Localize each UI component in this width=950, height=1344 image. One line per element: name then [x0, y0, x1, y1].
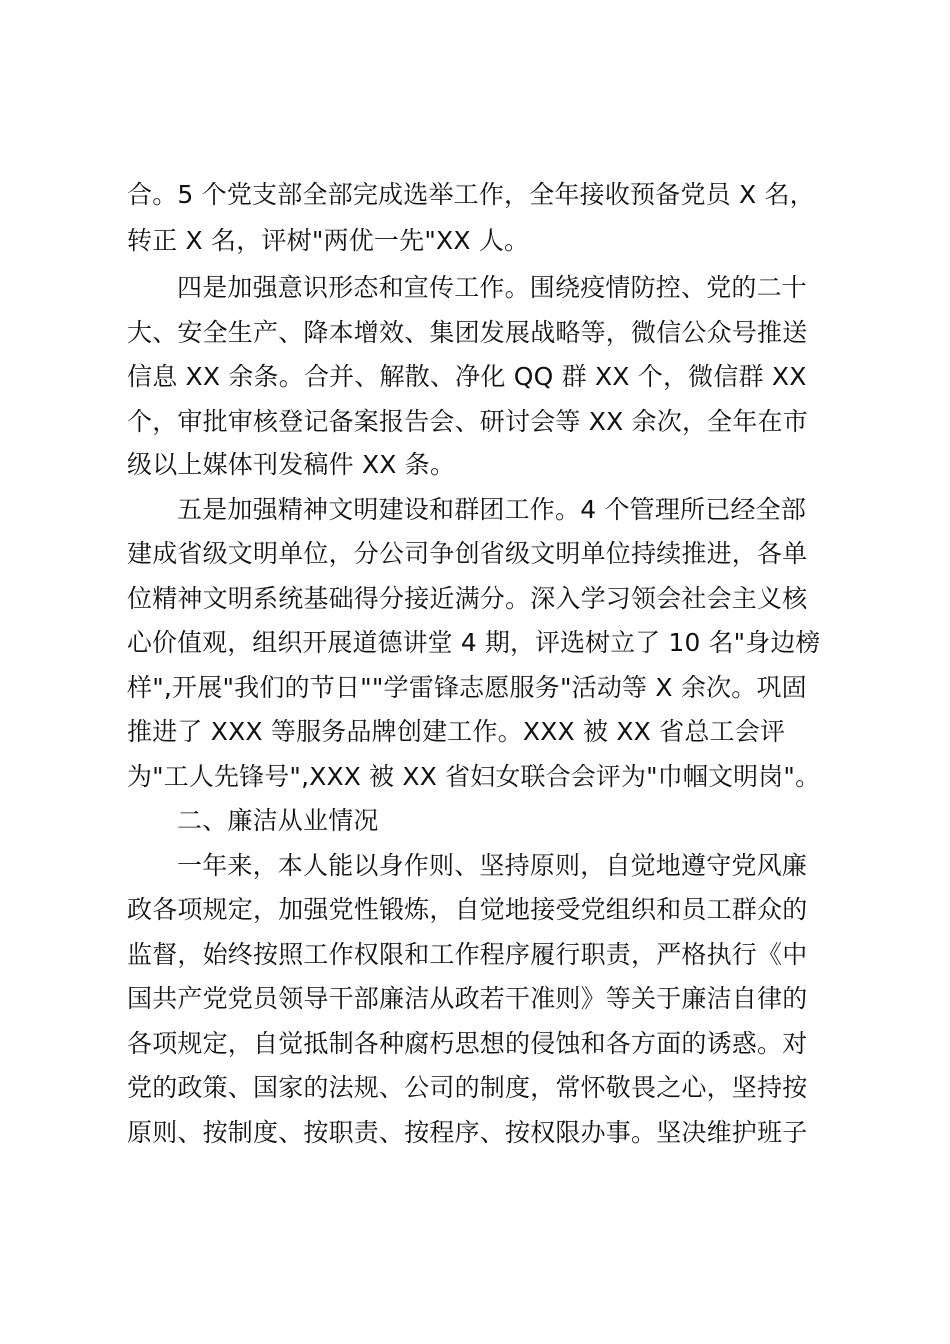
- text-line-3: 四是加强意识形态和宣传工作。围绕疫情防控、党的二十: [177, 273, 808, 302]
- text-line-14: 为"工人先锋号",XXX 被 XX 省妇女联合会评为"巾帼文明岗"。: [127, 762, 821, 791]
- text-line-17: 政各项规定，加强党性锻炼，自觉地接受党组织和员工群众的: [127, 895, 808, 924]
- text-line-5: 信息 XX 余条。合并、解散、净化 QQ 群 XX 个，微信群 XX: [127, 362, 807, 391]
- text-line-1: 合。5 个党支部全部完成选举工作，全年接收预备党员 X 名，: [127, 180, 815, 209]
- text-line-22: 原则、按制度、按职责、按程序、按权限办事。坚决维护班子: [127, 1118, 808, 1147]
- section-heading: 二、廉洁从业情况: [177, 806, 379, 835]
- text-line-13: 推进了 XXX 等服务品牌创建工作。XXX 被 XX 省总工会评: [127, 717, 786, 746]
- text-line-4: 大、安全生产、降本增效、集团发展战略等，微信公众号推送: [127, 318, 808, 347]
- text-line-10: 位精神文明系统基础得分接近满分。深入学习领会社会主义核: [127, 584, 808, 613]
- text-line-8: 五是加强精神文明建设和群团工作。4 个管理所已经全部: [177, 495, 807, 524]
- text-line-6: 个，审批审核登记备案报告会、研讨会等 XX 余次，全年在市: [127, 407, 808, 436]
- text-line-12: 样",开展"我们的节日""学雷锋志愿服务"活动等 X 余次。巩固: [127, 673, 807, 702]
- text-line-11: 心价值观，组织开展道德讲堂 4 期，评选树立了 10 名"身边榜: [127, 628, 821, 657]
- text-line-9: 建成省级文明单位，分公司争创省级文明单位持续推进，各单: [127, 539, 808, 568]
- text-line-2: 转正 X 名，评树"两优一先"XX 人。: [127, 226, 530, 255]
- text-line-7: 级以上媒体刊发稿件 XX 条。: [127, 450, 456, 479]
- text-line-20: 各项规定，自觉抵制各种腐朽思想的侵蚀和各方面的诱惑。对: [127, 1029, 808, 1058]
- text-line-16: 一年来，本人能以身作则、坚持原则，自觉地遵守党风廉: [177, 851, 808, 880]
- text-line-19: 国共产党党员领导干部廉洁从政若干准则》等关于廉洁自律的: [127, 984, 808, 1013]
- text-line-18: 监督，始终按照工作权限和工作程序履行职责，严格执行《中: [127, 940, 808, 969]
- text-line-21: 党的政策、国家的法规、公司的制度，常怀敬畏之心，坚持按: [127, 1073, 808, 1102]
